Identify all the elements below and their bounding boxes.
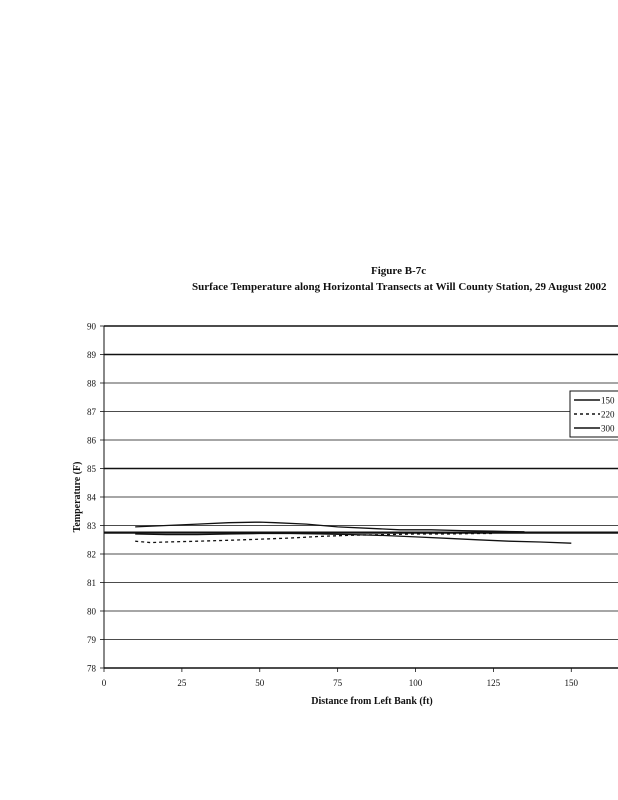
x-tick-label: 25: [177, 678, 187, 688]
legend-label-300: 300: [601, 423, 615, 434]
x-axis-label: Distance from Left Bank (ft): [311, 696, 433, 707]
series-line-300-b: [135, 534, 571, 544]
legend: [570, 391, 618, 437]
legend-label-150: 150: [601, 395, 615, 406]
y-tick-label: 84: [87, 492, 96, 503]
y-tick-label: 90: [87, 321, 96, 332]
series-line-150: [135, 522, 524, 532]
y-tick-label: 80: [87, 606, 96, 617]
x-tick-label: 50: [255, 678, 265, 688]
x-tick-label: 150: [564, 678, 579, 688]
grid-lines: [104, 326, 618, 668]
y-tick-label: 81: [87, 578, 96, 588]
x-tick-label: 0: [101, 678, 107, 688]
y-tick-label: 89: [87, 350, 96, 360]
y-tick-label: 87: [87, 407, 96, 417]
figure-title: Surface Temperature along Horizontal Transects at Will County Station, 29 August 2002: [192, 281, 607, 293]
y-tick-label: 82: [87, 549, 96, 560]
y-tick-label: 86: [87, 435, 96, 446]
y-tick-label: 83: [87, 521, 96, 531]
y-tick-label: 88: [87, 378, 96, 389]
figure-label: Figure B-7c: [371, 265, 427, 277]
y-tick-label: 79: [87, 635, 96, 645]
axes: [87, 322, 618, 689]
y-tick-label: 85: [87, 464, 96, 474]
x-tick-label: 100: [408, 678, 423, 688]
legend-label-220: 220: [601, 409, 615, 420]
y-axis-label: Temperature (F): [72, 461, 83, 533]
x-tick-label: 125: [486, 678, 501, 688]
y-tick-label: 78: [87, 663, 96, 674]
x-tick-label: 75: [333, 678, 343, 688]
